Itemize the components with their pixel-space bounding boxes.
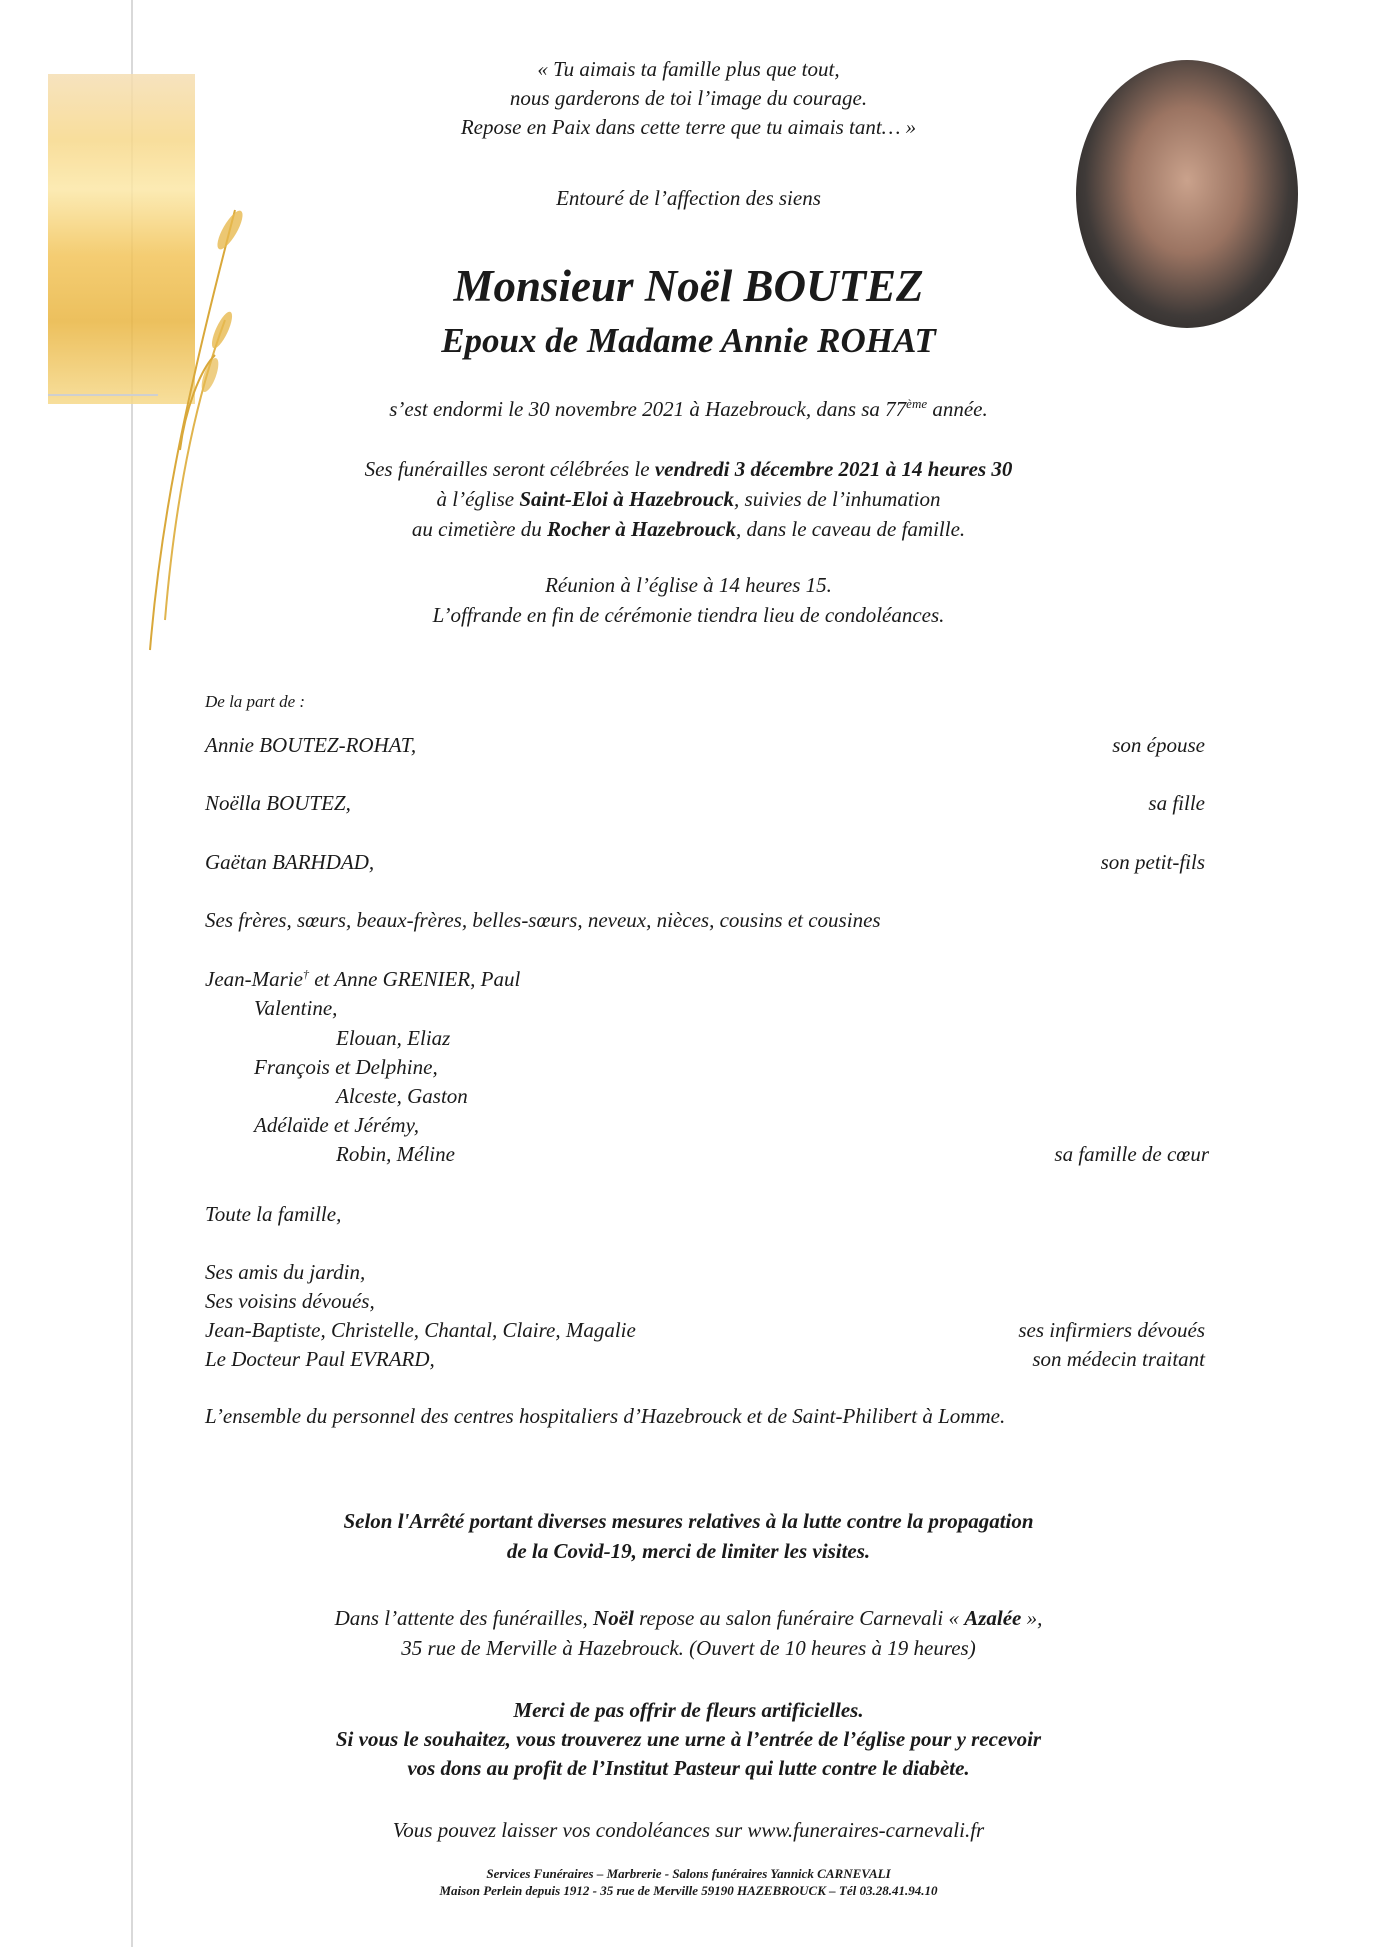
from-label: De la part de : — [205, 692, 306, 711]
flowers-line: vos dons au profit de l’Institut Pasteur qui lutte contre le diabète. — [407, 1756, 970, 1780]
heart-family-line: Elouan, Eliaz — [336, 1026, 451, 1050]
waiting-salon: Azalée — [964, 1606, 1022, 1630]
waiting-name: Noël — [593, 1606, 634, 1630]
meeting-info — [0, 570, 1377, 630]
footer — [0, 1865, 1377, 1899]
friends-relation: ses infirmiers dévoués — [1018, 1318, 1205, 1342]
funeral-text: à l’église — [436, 487, 520, 511]
siblings-line: Ses frères, sœurs, beaux-frères, belles-sœurs, neveux, nièces, cousins et cousines — [205, 908, 881, 932]
flowers-line: Merci de pas offrir de fleurs artificielles. — [513, 1698, 864, 1722]
death-ordinal: ème — [906, 396, 928, 411]
funeral-church: Saint-Eloi à Hazebrouck — [519, 487, 735, 511]
covid-line: Selon l'Arrêté portant diverses mesures relatives à la lutte contre la propagation — [343, 1509, 1034, 1533]
deceased-mark-icon: † — [302, 967, 309, 981]
funeral-text: , suivies de l’inhumation — [734, 487, 941, 511]
funeral-text: au cimetière du — [411, 517, 547, 541]
death-end: année. — [927, 397, 988, 421]
family-relation: sa fille — [1148, 791, 1205, 815]
friends-line: Ses voisins dévoués, — [205, 1289, 375, 1313]
surrounded-text: Entouré de l’affection des siens — [556, 186, 821, 210]
funeral-details — [0, 454, 1377, 544]
flowers-notice — [0, 1696, 1377, 1783]
family-relation: son épouse — [1112, 733, 1205, 757]
condolences-line: Vous pouvez laisser vos condoléances sur www.funeraires-carnevali.fr — [392, 1818, 985, 1842]
friends-line: Ses amis du jardin, — [205, 1260, 366, 1284]
heart-family-line: Robin, Méline — [336, 1142, 455, 1166]
heart-family-text: Jean-Marie — [205, 967, 303, 991]
friends-line: Jean-Baptiste, Christelle, Chantal, Claire, Magalie — [205, 1318, 636, 1342]
waiting-text: », — [1021, 1606, 1043, 1630]
spouse-line: Epoux de Madame Annie ROHAT — [441, 321, 936, 360]
flowers-line: Si vous le souhaitez, vous trouverez une urne à l’entrée de l’église pour y recevoir — [335, 1727, 1042, 1751]
waiting-address: 35 rue de Merville à Hazebrouck. (Ouvert de 10 heures à 19 heures) — [401, 1636, 976, 1660]
family-name: Noëlla BOUTEZ, — [205, 791, 351, 815]
covid-line: de la Covid-19, merci de limiter les visites. — [506, 1539, 871, 1563]
poem-line: Repose en Paix dans cette terre que tu aimais tant… » — [460, 115, 917, 139]
funeral-date: vendredi 3 décembre 2021 à 14 heures 30 — [654, 457, 1013, 481]
funeral-cemetery: Rocher à Hazebrouck — [546, 517, 736, 541]
heart-family-line: Adélaïde et Jérémy, — [254, 1113, 420, 1137]
poem-line: « Tu aimais ta famille plus que tout, — [537, 57, 840, 81]
heart-family-line: Alceste, Gaston — [336, 1084, 468, 1108]
heart-family-line: François et Delphine, — [254, 1055, 438, 1079]
deceased-name: Monsieur Noël BOUTEZ — [453, 261, 924, 311]
covid-notice — [0, 1506, 1377, 1566]
heart-family-text: et Anne GRENIER, Paul — [308, 967, 521, 991]
waiting-text: repose au salon funéraire Carnevali « — [633, 1606, 965, 1630]
meeting-line: Réunion à l’église à 14 heures 15. — [545, 573, 832, 597]
waiting-text: Dans l’attente des funérailles, — [334, 1606, 594, 1630]
whole-family-line: Toute la famille, — [205, 1202, 342, 1226]
death-text: s’est endormi le 30 novembre 2021 à Hazebrouck, dans sa 77 — [389, 397, 907, 421]
heart-family-line: Valentine, — [254, 996, 338, 1020]
friends-line: Le Docteur Paul EVRARD, — [205, 1347, 435, 1371]
friends-relation: son médecin traitant — [1032, 1347, 1205, 1371]
staff-line: L’ensemble du personnel des centres hospitaliers d’Hazebrouck et de Saint-Philibert à Lomme. — [205, 1404, 1006, 1428]
funeral-text: , dans le caveau de famille. — [735, 517, 966, 541]
footer-line: Services Funéraires – Marbrerie - Salons funéraires Yannick CARNEVALI — [486, 1866, 891, 1881]
family-name: Gaëtan BARHDAD, — [205, 850, 375, 874]
meeting-line: L’offrande en fin de cérémonie tiendra lieu de condoléances. — [432, 603, 945, 627]
waiting-notice — [0, 1603, 1377, 1663]
heart-family-line — [205, 967, 520, 992]
family-name: Annie BOUTEZ-ROHAT, — [205, 733, 417, 757]
heart-family-relation: sa famille de cœur — [1054, 1142, 1209, 1166]
death-notice — [0, 396, 1377, 422]
poem — [0, 55, 1377, 142]
poem-line: nous garderons de toi l’image du courage. — [509, 86, 868, 110]
footer-line: Maison Perlein depuis 1912 - 35 rue de Merville 59190 HAZEBROUCK – Tél 03.28.41.94.10 — [439, 1883, 938, 1898]
funeral-text: Ses funérailles seront célébrées le — [364, 457, 655, 481]
family-relation: son petit-fils — [1100, 850, 1205, 874]
